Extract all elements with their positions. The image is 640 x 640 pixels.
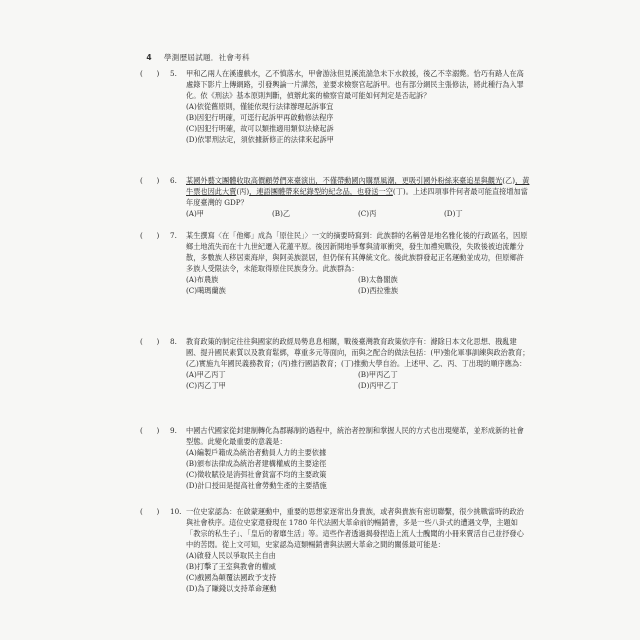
marker-bing: (丙) [236, 187, 250, 196]
page-header [140, 50, 540, 64]
text-segment: 某國外藝文團體收取高價顧勞們來臺演出，不僅帶動國內購票風潮，更吸引國外粉絲來臺追星與觀光 [186, 176, 503, 185]
option-a: (A)布農族 [186, 275, 219, 284]
answer-bracket: ( ) [140, 337, 160, 346]
option-b: (B)頒布法律成為統治者建構權威的主要途徑 [186, 459, 327, 468]
option-a: (A)甲乙丙丁 [186, 370, 226, 379]
text-segment: ，黃牛票也因此大賣 [186, 176, 530, 196]
option-c: (C)徵收賦役是消弭社會貧富不均的主要政策 [186, 470, 327, 479]
option-d: (D)丙甲乙丁 [358, 381, 399, 390]
option-c: (C)丙 [358, 209, 377, 218]
option-c: (C)因犯行明確，故可以類推適用類似法條起訴 [186, 124, 334, 133]
question-text: 教育政策的制定往往與國家的政經局勢息息相關，戰後臺灣教育政策依序有：滌除日本文化思想、戡亂建國、提升國民素質以及教育鬆綁，尊重多元等面向，而與之配合的做法包括：(甲)強化軍事訓練與政治教育；(乙)實施九年國民義務教育；(丙)推行國語教育；(丁)推動大學自治。上述甲、乙、丙、丁出現的順序應為： [186, 337, 530, 368]
option-a: (A)甲 [186, 209, 204, 218]
question-8 [140, 336, 530, 391]
option-b: (B)打擊了王室與教會的權威 [186, 562, 276, 571]
option-d: (D)丁 [444, 209, 463, 218]
option-a: (A)編製戶籍成為統治者動員人力的主要依據 [186, 448, 327, 457]
option-b: (B)乙 [272, 209, 291, 218]
option-d: (D)計口授田是提高社會勞動生產的主要措施 [186, 481, 327, 490]
question-text: 甲和乙兩人在溪邊戲水，乙不慎落水，甲會游泳但見溪流湍急未下水救援，後乙不幸溺斃。恰巧有路人在高處錄下影片上傳網路，引發輿論一片譁然，並要求檢察官起訴甲。也有部分網民主張修法，將此種行為入罪化。依《刑法》基本原則判斷，偵辦此案的檢察官最可能如何判定是否起訴？ [186, 69, 524, 100]
question-text: 中國古代國家從封建制轉化為郡縣制的過程中，統治者控制和掌握人民的方式也出現變革，並形成新的社會型態。此變化最重要的意義是： [186, 426, 524, 446]
question-number: 5. [170, 69, 177, 78]
option-b: (B)因犯行明確，可逕行起訴甲再啟動修法程序 [186, 113, 334, 122]
option-d: (D)西拉雅族 [358, 286, 399, 295]
answer-bracket: ( ) [140, 176, 160, 185]
text-segment: 。上述四項事件何者最可能直接增加當年度臺灣的 GDP？ [186, 187, 528, 207]
option-d: (D)依罪刑法定，須依據新修正的法律來起訴甲 [186, 135, 334, 144]
question-5 [140, 68, 530, 145]
option-d: (D)為了賺錢以支持革命運動 [186, 584, 277, 593]
question-number: 7. [170, 231, 177, 240]
question-text: 一位史家認為：在啟蒙運動中，重要的思想家逐常出身貴族，或者與貴族有密切聯繫，很少挑戰當時的政治與社會秩序。這位史家還發現在 1780 年代法國大革命前的暢銷書，多是一些八卦式的遭遇文學，主題如「教宗的私生子」、「皇后的奢靡生活」等。這些作者透過揭發捏造上流人士醜聞的小冊來賣活自己並抒發心中的苦悶。從上文可知，史家認為這類暢銷書與法國大革命之間的關係最可能是： [186, 507, 524, 549]
answer-bracket: ( ) [140, 231, 160, 240]
answer-bracket: ( ) [140, 426, 160, 435]
question-7 [140, 230, 530, 296]
question-text: 某生撰寫〈在「他鄉」成為「原住民」〉一文的摘要時寫到：此族群的名稱曾是地名雅化後的行政區名，因原鄉土地流失而在十九世紀遷入花蓮平原。後因新開地爭奪與清軍衝突，發生加禮宛戰役，失敗後被迫流離分散，多數族人移居東海岸，與阿美族混居，但仍保有其傳統文化。後此族群發起正名運動並成功，但原鄉許多族人受限法令，未能取得原住民族身分。此族群為： [186, 231, 528, 273]
page-number: 4 [146, 52, 152, 62]
marker-ding: (丁) [392, 187, 406, 196]
question-text [186, 175, 530, 208]
answer-bracket: ( ) [140, 507, 160, 516]
question-9 [140, 425, 530, 491]
text-segment: ，連語團體帶來紀錄型的紀念品，也發送一空 [249, 187, 393, 196]
question-number: 10. [170, 507, 182, 516]
question-6 [140, 175, 530, 219]
option-c: (C)噶瑪蘭族 [186, 286, 226, 295]
answer-bracket: ( ) [140, 69, 160, 78]
question-number: 6. [170, 176, 177, 185]
question-number: 8. [170, 337, 177, 346]
option-b: (B)甲丙乙丁 [358, 370, 398, 379]
option-c: (C)戲國為顛覆法國政予支持 [186, 573, 277, 582]
option-c: (C)丙乙丁甲 [186, 381, 226, 390]
question-10 [140, 506, 530, 594]
marker-yi: (乙) [502, 176, 516, 185]
option-b: (B)太魯閣族 [358, 275, 398, 284]
option-a: (A)啟發人民以爭取民主自由 [186, 551, 276, 560]
header-title: 學測歷屆試題．社會考科 [164, 52, 250, 62]
option-a: (A)依從舊原則，僅能依現行法律辦理起訴事宜 [186, 102, 334, 111]
question-number: 9. [170, 426, 177, 435]
